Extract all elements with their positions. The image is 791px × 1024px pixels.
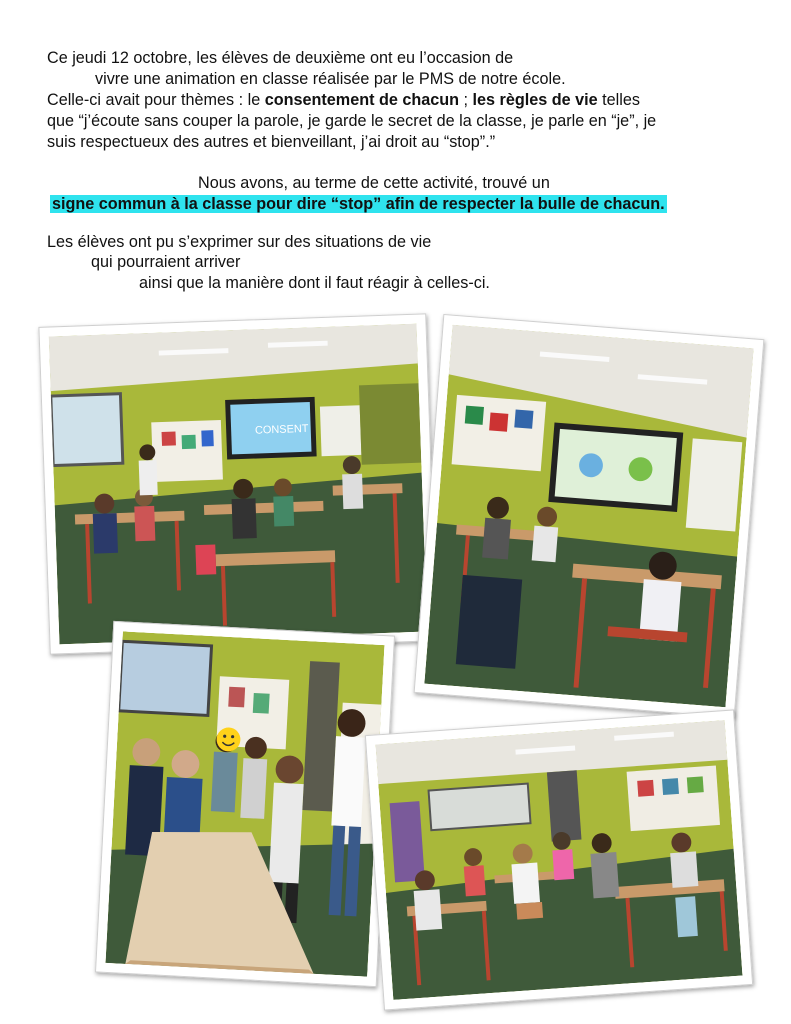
keyword-consentement: consentement de chacun xyxy=(264,91,460,109)
highlighted-sentence: signe commun à la classe pour dire “stop” afin de respecter la bulle de chacun. xyxy=(52,195,665,213)
photo-classroom-wide xyxy=(38,313,437,654)
closing-line-3: ainsi que la manière dont il faut réagir à celles-ci. xyxy=(139,274,490,292)
intro-line-1: Ce jeudi 12 octobre, les élèves de deuxième ont eu l’occasion de xyxy=(47,49,514,67)
closing-line-1: Les élèves ont pu s’exprimer sur des situations de vie xyxy=(47,233,432,251)
intro-line-3 xyxy=(47,90,640,110)
photo-students-standing xyxy=(95,621,395,987)
intro-line-3-end: telles xyxy=(597,91,640,109)
photo-classroom-wide-image xyxy=(49,324,428,645)
intro-line-3-sep: ; xyxy=(459,91,473,109)
intro-line-3-a: Celle-ci avait pour thèmes : le xyxy=(47,91,265,109)
result-line-1: Nous avons, au terme de cette activité, trouvé un xyxy=(198,174,550,192)
intro-line-4: que “j’écoute sans couper la parole, je garde le secret de la classe, je parle en “je”, je xyxy=(47,112,657,130)
photo-classroom-back xyxy=(365,709,753,1010)
keyword-regles: les règles de vie xyxy=(472,91,598,109)
closing-line-2: qui pourraient arriver xyxy=(91,253,241,271)
photo-screen-view xyxy=(414,314,765,718)
photo-screen-view-image xyxy=(424,325,753,708)
intro-line-5: suis respectueux des autres et bienveillant, j’ai droit au “stop”.” xyxy=(47,133,496,151)
result-line-2 xyxy=(50,194,667,214)
photo-classroom-back-image xyxy=(375,720,742,1000)
screen-text: CONSENT xyxy=(254,422,309,437)
intro-line-2: vivre une animation en classe réalisée par le PMS de notre école. xyxy=(95,70,566,88)
photo-students-standing-image xyxy=(105,631,384,976)
